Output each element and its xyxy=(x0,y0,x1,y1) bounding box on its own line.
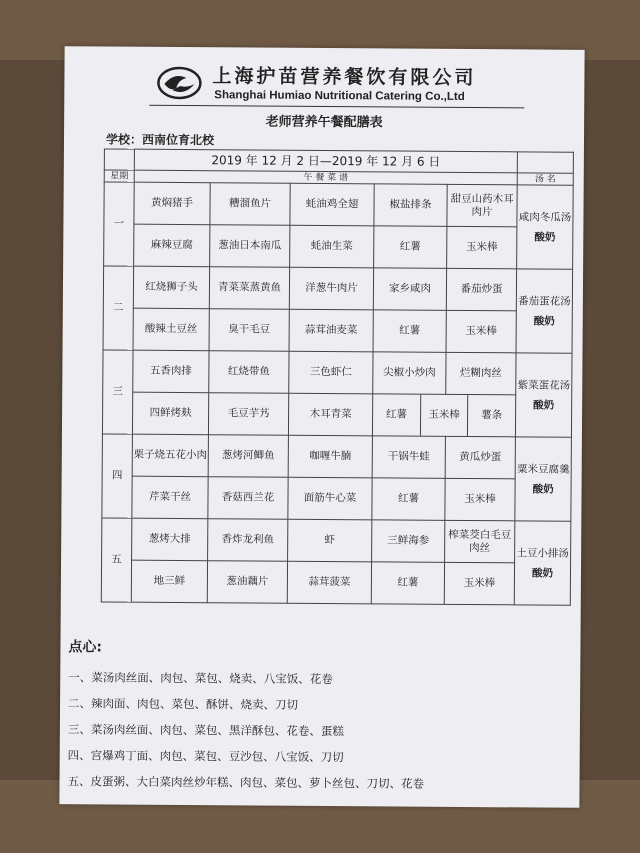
soup-name: 土豆小排汤 xyxy=(516,546,569,560)
dish-cell: 虾 xyxy=(288,519,372,562)
drink-name: 酸奶 xyxy=(532,482,554,496)
company-name-cn: 上海护苗营养餐饮有限公司 xyxy=(212,65,477,90)
header-soup: 汤 名 xyxy=(517,173,573,185)
dish-cell: 酸辣土豆丝 xyxy=(133,308,209,351)
soup-cell xyxy=(516,269,573,353)
drink-name: 酸奶 xyxy=(531,566,554,580)
dish-cell: 毛豆芋艿 xyxy=(208,393,288,436)
header-day: 星期 xyxy=(104,170,134,182)
dish-cell: 玉米棒 xyxy=(420,395,468,436)
day-label: 一 xyxy=(104,182,135,266)
drink-name: 酸奶 xyxy=(533,314,555,328)
dish-cell: 椒盐排条 xyxy=(374,184,447,227)
dish-cell: 尖椒小炒肉 xyxy=(373,352,446,395)
dish-cell: 木耳青菜 xyxy=(288,393,372,436)
soup-cell xyxy=(514,521,571,605)
snacks-title: 点心: xyxy=(68,639,103,656)
school-label: 学校：西南位育北校 xyxy=(105,132,215,148)
dish-cell: 红烧带鱼 xyxy=(209,351,289,394)
dish-cell: 家乡咸肉 xyxy=(373,268,446,311)
dish-cell: 洋葱牛肉片 xyxy=(289,267,373,310)
soup-cell xyxy=(515,437,572,521)
day-label: 四 xyxy=(102,434,133,518)
dish-cell: 葱油藕片 xyxy=(207,561,287,604)
dish-cell: 芹菜干丝 xyxy=(132,476,208,519)
dish-cell: 臭干毛豆 xyxy=(209,309,289,352)
dish-cell: 甜豆山药木耳肉片 xyxy=(447,184,517,226)
soup-cell xyxy=(515,353,572,437)
date-range: 2019 年 12 月 2 日—2019 年 12 月 6 日 xyxy=(134,149,517,173)
dish-cell: 玉米棒 xyxy=(444,562,514,604)
dish-cell: 糟溜鱼片 xyxy=(210,183,290,226)
dish-cell: 四鲜烤麸 xyxy=(132,392,208,435)
dish-cell: 五香肉排 xyxy=(133,350,209,393)
dish-cell: 栗子烧五花小肉 xyxy=(132,434,208,477)
split-cell xyxy=(372,394,515,437)
dish-cell: 面筋牛心菜 xyxy=(288,477,372,520)
date-cell-right xyxy=(517,152,573,173)
day-label: 二 xyxy=(103,266,134,350)
dish-cell: 葱烤河鲫鱼 xyxy=(208,435,288,478)
dish-cell: 榨菜茭白毛豆肉丝 xyxy=(445,520,515,562)
lunch-menu-table xyxy=(101,148,574,605)
dish-cell: 红薯 xyxy=(374,226,447,269)
snack-line: 二、辣肉面、肉包、菜包、酥饼、烧卖、刀切 xyxy=(68,696,299,712)
dish-cell: 葱油日本南瓜 xyxy=(210,225,290,268)
dish-cell: 番茄炒蛋 xyxy=(446,268,516,310)
soup-name: 紫菜蛋花汤 xyxy=(517,378,571,392)
snack-line: 四、宫爆鸡丁面、肉包、菜包、豆沙包、八宝饭、刀切 xyxy=(67,748,344,765)
snack-line: 五、皮蛋粥、大白菜肉丝炒年糕、肉包、菜包、萝卜丝包、刀切、花卷 xyxy=(67,774,425,791)
soup-cell xyxy=(517,185,574,269)
snack-line: 一、菜汤肉丝面、肉包、菜包、烧卖、八宝饭、花卷 xyxy=(68,670,333,687)
dish-cell: 烂糊肉丝 xyxy=(446,352,516,394)
dish-cell: 蒜茸菠菜 xyxy=(287,561,371,604)
dish-cell: 香菇西兰花 xyxy=(208,477,288,520)
day-label: 三 xyxy=(102,350,133,434)
drink-name: 酸奶 xyxy=(533,398,555,412)
dish-cell: 三鲜海参 xyxy=(372,520,445,563)
company-name-en: Shanghai Humiao Nutritional Catering Co.,Ltd xyxy=(214,89,465,103)
soup-name: 咸肉冬瓜汤 xyxy=(518,210,572,224)
menu-sheet xyxy=(59,46,584,808)
dish-cell: 红薯 xyxy=(373,310,446,353)
dish-cell: 香炸龙利鱼 xyxy=(208,519,288,562)
snack-line: 三、菜汤肉丝面、肉包、菜包、黑洋酥包、花卷、蛋糕 xyxy=(67,722,344,739)
dish-cell: 红薯 xyxy=(373,394,421,435)
dish-cell: 咖喱牛腩 xyxy=(288,435,372,478)
dish-cell: 玉米棒 xyxy=(447,226,517,268)
dish-cell: 葱烤大排 xyxy=(132,518,208,561)
dish-cell: 黄瓜炒蛋 xyxy=(445,436,515,478)
header-divider xyxy=(149,105,524,109)
drink-name: 酸奶 xyxy=(534,230,556,244)
day-label: 五 xyxy=(101,518,132,602)
company-logo-icon xyxy=(156,66,202,100)
dish-cell: 蚝油鸡全翅 xyxy=(290,183,374,226)
dish-cell: 地三鲜 xyxy=(131,560,207,603)
dish-cell: 青菜菜蒸黄鱼 xyxy=(209,267,289,310)
dish-cell: 红烧狮子头 xyxy=(133,266,209,309)
soup-name: 番茄蛋花汤 xyxy=(518,294,571,308)
split-table xyxy=(373,394,515,436)
dish-cell: 薯条 xyxy=(481,409,503,422)
dish-cell: 蒜茸油麦菜 xyxy=(289,309,373,352)
date-cell-left xyxy=(104,149,134,170)
dish-cell: 黄焖猪手 xyxy=(134,182,210,225)
dish-cell: 玉米棒 xyxy=(446,310,516,352)
dish-cell: 红薯 xyxy=(371,562,444,605)
dish-cell: 红薯 xyxy=(372,478,445,521)
dish-cell: 蚝油生菜 xyxy=(290,225,374,268)
dish-cell: 干锅牛蛙 xyxy=(372,436,445,479)
soup-name: 粟米豆腐羹 xyxy=(516,462,570,476)
dish-cell: 玉米棒 xyxy=(445,478,515,520)
dish-cell: 三色虾仁 xyxy=(289,351,373,394)
page-title: 老师营养午餐配膳表 xyxy=(265,114,383,131)
dish-cell: 麻辣豆腐 xyxy=(134,224,210,267)
header-dishes: 午 餐 菜 谱 xyxy=(134,170,517,185)
